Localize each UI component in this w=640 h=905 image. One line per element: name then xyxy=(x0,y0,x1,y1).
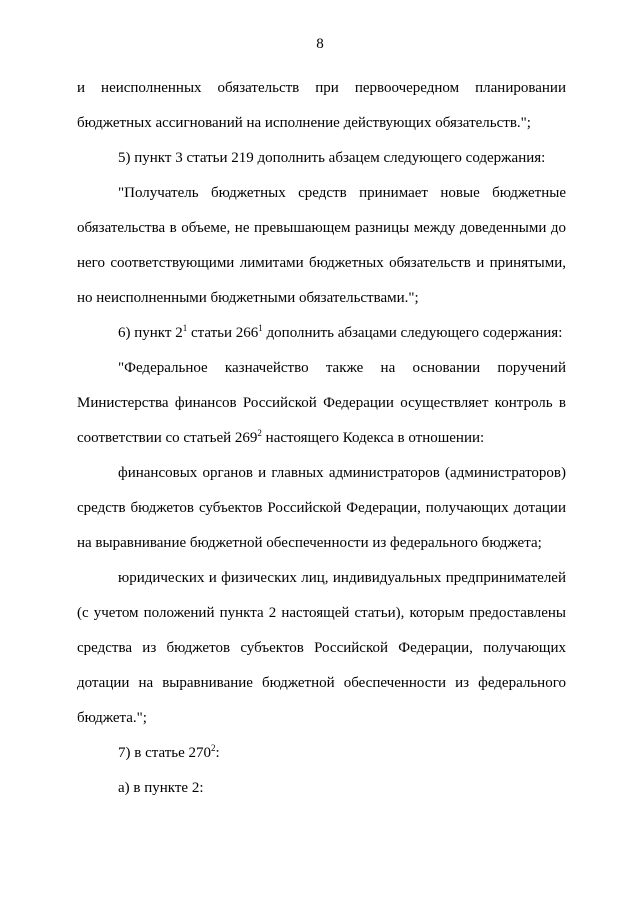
paragraph-6: финансовых органов и главных администраторов (администраторов) средств бюджетов субъектов Российской Федерации, получающих дотации на выравнивание бюджетной обеспеченности из федерального бюджета; xyxy=(77,465,566,551)
paragraph-8-part-a: 7) в статье 270 xyxy=(118,745,212,761)
paragraph-4 xyxy=(77,316,566,351)
paragraph-5 xyxy=(77,351,566,456)
paragraph-8 xyxy=(77,736,566,771)
superscript: 1 xyxy=(182,323,188,333)
paragraph-1: и неисполненных обязательств при первоочередном планировании бюджетных ассигнований на исполнение действующих обязательств."; xyxy=(77,80,566,131)
paragraph-4-part-a: 6) пункт 2 xyxy=(118,325,183,341)
paragraph-8-part-b: : xyxy=(215,745,220,761)
paragraph-4-part-b: статьи 266 xyxy=(187,325,259,341)
paragraph-7: юридических и физических лиц, индивидуальных предпринимателей (с учетом положений пункта 2 настоящей статьи), которым предоставлены средства из бюджетов субъектов Российской Федерации, получающих дотации на выравнивание бюджетной обеспеченности из федерального бюджета."; xyxy=(77,570,566,726)
paragraph-2: 5) пункт 3 статьи 219 дополнить абзацем следующего содержания: xyxy=(118,150,546,166)
paragraph-4-part-c: дополнить абзацами следующего содержания: xyxy=(262,325,563,341)
document-body xyxy=(77,71,566,806)
superscript: 2 xyxy=(257,428,262,438)
paragraph-5-part-b: настоящего Кодекса в отношении: xyxy=(261,430,485,446)
paragraph-3: "Получатель бюджетных средств принимает новые бюджетные обязательства в объеме, не превышающем разницы между доведенными до него соответствующими лимитами бюджетных обязательств и принятыми, но неисполненными бюджетными обязательствами."; xyxy=(77,185,566,306)
paragraph-5-part-a: "Федеральное казначейство также на основании поручений Министерства финансов Российской Федерации осуществляет контроль в соответствии со статьей 269 xyxy=(77,360,566,446)
superscript: 2 xyxy=(211,743,216,753)
superscript: 1 xyxy=(258,323,263,333)
page-number: 8 xyxy=(316,36,324,52)
paragraph-9: а) в пункте 2: xyxy=(118,780,204,796)
